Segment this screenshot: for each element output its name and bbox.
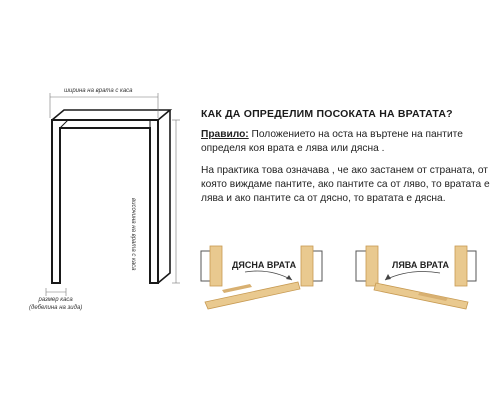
page-title: КАК ДА ОПРЕДЕЛИМ ПОСОКАТА НА ВРАТАТА?	[201, 108, 453, 120]
left-door-label: ЛЯВА ВРАТА	[392, 260, 450, 270]
frame-size-label	[29, 296, 82, 312]
left-door-diagram	[356, 246, 476, 309]
frame-width-label: ширина на врата с каса	[64, 88, 133, 94]
width-dimension	[50, 93, 158, 118]
rule-label: Правило:	[201, 129, 249, 140]
rule-text: Положението на оста на въртене на пантите определя коя врата е лява или дясна .	[201, 129, 463, 154]
frame-height-label: височина на врата с каса	[130, 198, 136, 271]
frame-size-label-line2: (дебелина на зида)	[29, 305, 83, 311]
size-dimension	[46, 288, 66, 296]
right-door-label: ДЯСНА ВРАТА	[232, 260, 297, 270]
rule-paragraph	[201, 128, 491, 156]
frame-size-label-line1: размер каса	[38, 297, 73, 303]
door-frame-drawing	[52, 110, 170, 283]
height-dimension	[172, 120, 180, 283]
practice-paragraph: На практика това означава , че ако застанем от страната, от която виждаме пантите, ако пантите са от ляво, то вратата е лява и ако пантите са от дясно, то вратата е дясна.	[201, 165, 490, 204]
right-door-diagram	[201, 246, 322, 309]
